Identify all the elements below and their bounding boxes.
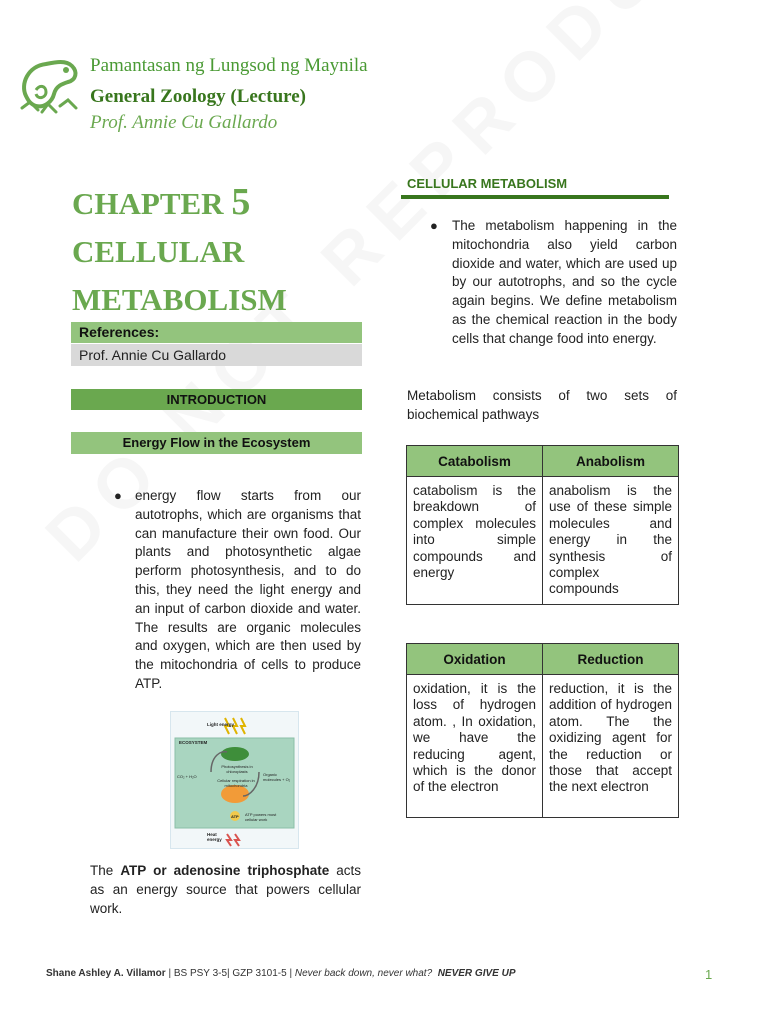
references-value: Prof. Annie Cu Gallardo xyxy=(71,344,362,366)
fig-atp-powers: ATP powers most cellular work xyxy=(245,812,277,822)
table2-header-reduction: Reduction xyxy=(543,644,679,675)
energy-flow-text: energy flow starts from our autotrophs, which are organisms that can manufacture their own food. Our plants and photosynthetic algae perform photosynthesis, and to do this, they need the light energy and an input of carbon dioxide and water. The results are organic molecules and oxygen, which are then used by the mitochondria of cells to produce ATP. xyxy=(135,488,361,691)
introduction-heading: INTRODUCTION xyxy=(71,389,362,410)
chapter-title-line1: CELLULAR xyxy=(72,234,245,269)
atp-pre: The xyxy=(90,863,121,878)
page-number: 1 xyxy=(705,967,713,982)
footer xyxy=(46,968,516,979)
fig-heat: Heat energy xyxy=(207,832,222,842)
fig-organic: Organic molecules + O₂ xyxy=(263,772,291,782)
footer-motto: Never back down, never what? xyxy=(294,968,433,979)
footer-details: | BS PSY 3-5| GZP 3101-5 | xyxy=(165,968,295,979)
catabolism-anabolism-table xyxy=(406,445,679,605)
table1-header-anabolism: Anabolism xyxy=(543,446,679,477)
table2-header-oxidation: Oxidation xyxy=(407,644,543,675)
footer-name: Shane Ashley A. Villamor xyxy=(46,968,166,979)
chapter-label: CHAPTER xyxy=(72,186,224,221)
pathways-text: Metabolism consists of two sets of biochemical pathways xyxy=(407,388,677,422)
oxidation-reduction-table xyxy=(406,643,679,818)
table2-cell-reduction: reduction, it is the addition of hydrogen atom. The the oxidizing agent for the reduction or those that accept the next electron xyxy=(543,675,679,818)
course-name: General Zoology (Lecture) xyxy=(90,86,306,107)
table1-cell-anabolism: anabolism is the use of these simple molecules and energy in the synthesis of complex compounds xyxy=(543,477,679,605)
fig-photosynthesis: Photosynthesis in chloroplasts xyxy=(221,764,253,774)
chapter-number: 5 xyxy=(231,181,251,223)
table1-header-catabolism: Catabolism xyxy=(407,446,543,477)
bullet-icon: ● xyxy=(430,218,438,233)
frog-logo-icon xyxy=(16,56,82,120)
bullet-icon: ● xyxy=(114,488,122,503)
metabolism-text: The metabolism happening in the mitochondria also yield carbon dioxide and water, which are used up by our autotrophs, and so the cycle again begins. We define metabolism as the chemical reaction in the body cells that change food into energy. xyxy=(452,218,677,346)
fig-co2-h2o: CO₂ + H₂O xyxy=(177,774,197,779)
table1-cell-catabolism: catabolism is the breakdown of complex molecules into simple compounds and energy xyxy=(407,477,543,605)
energy-flow-heading: Energy Flow in the Ecosystem xyxy=(71,432,362,454)
fig-light-energy: Light energy xyxy=(207,722,235,727)
ecosystem-figure xyxy=(170,711,299,849)
heading-divider xyxy=(401,195,669,199)
atp-paragraph xyxy=(90,862,361,918)
atp-bold: ATP or adenosine triphosphate xyxy=(120,863,330,878)
references-heading: References: xyxy=(71,322,362,343)
fig-atp: ATP xyxy=(231,814,239,819)
footer-motto-bold: NEVER GIVE UP xyxy=(437,968,516,979)
fig-respiration: Cellular respiration in mitochondria xyxy=(217,778,255,788)
university-name: Pamantasan ng Lungsod ng Maynila xyxy=(90,55,368,76)
chapter-title xyxy=(72,178,287,324)
fig-ecosystem: ECOSYSTEM xyxy=(179,740,208,745)
atp-post: acts as an energy source that powers cellular work. xyxy=(90,863,362,916)
professor-name: Prof. Annie Cu Gallardo xyxy=(90,112,278,133)
cellular-metabolism-heading: CELLULAR METABOLISM xyxy=(407,176,568,191)
chapter-title-line2: METABOLISM xyxy=(72,282,287,317)
table2-cell-oxidation: oxidation, it is the loss of hydrogen atom. , In oxidation, we have the reducing agent, which is the donor of the electron xyxy=(407,675,543,818)
